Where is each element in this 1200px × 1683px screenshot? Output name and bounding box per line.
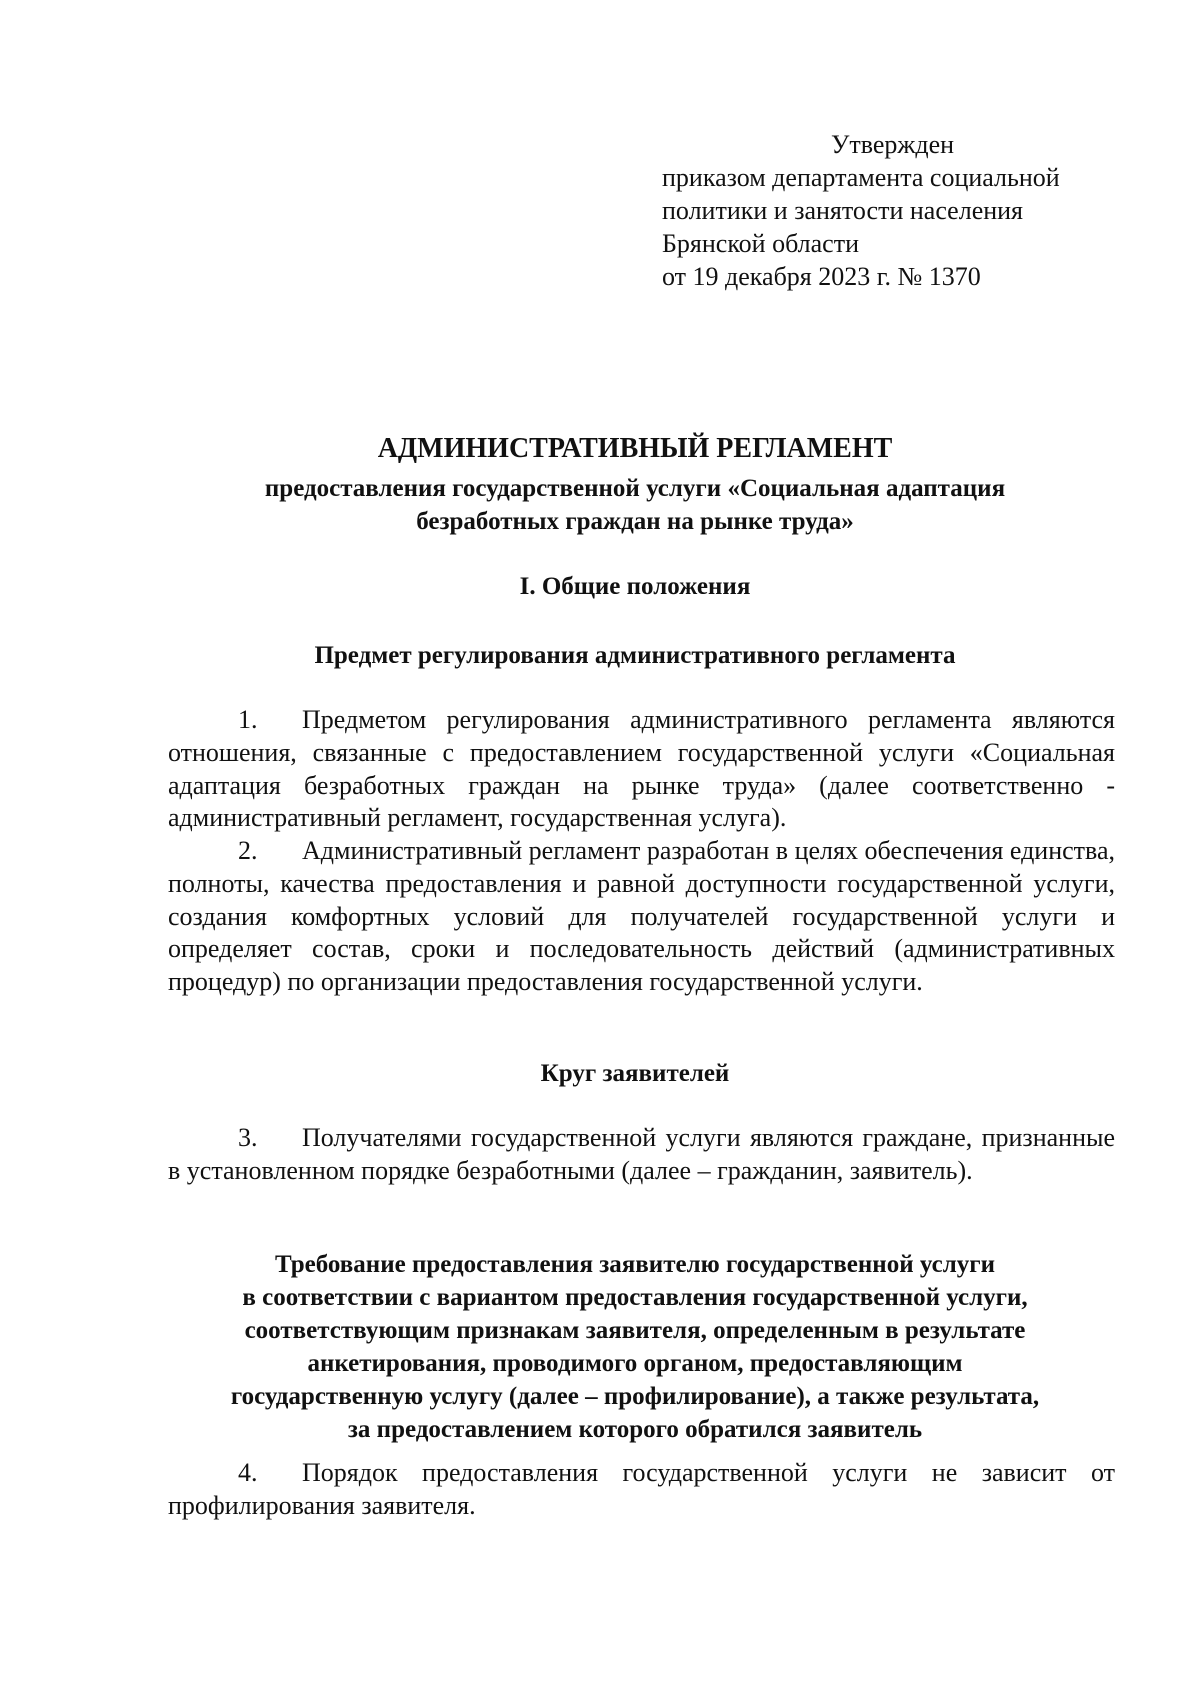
paragraph-3 (168, 1122, 1115, 1188)
paragraph-number: 2. (238, 836, 258, 865)
document-subtitle (160, 472, 1110, 538)
approval-stamp (662, 128, 1122, 293)
approval-line: приказом департамента социальной (662, 163, 1060, 192)
paragraph-number: 4. (238, 1458, 258, 1487)
paragraph-2 (168, 835, 1115, 999)
paragraph-text: Получателями государственной услуги являются граждане, признанные в установленном порядке безработными (далее – гражданин, заявитель). (168, 1123, 1115, 1185)
heading-line: Требование предоставления заявителю государственной услуги (275, 1251, 995, 1278)
paragraph-number: 1. (238, 705, 258, 734)
approval-date-line: от 19 декабря 2023 г. № 1370 (662, 262, 981, 291)
paragraph-text: Предметом регулирования административного регламента являются отношения, связанные с предоставлением государственной услуги «Социальная адаптация безработных граждан на рынке труда» (далее соответственно - административный регламент, государственная услуга). (168, 705, 1115, 833)
approval-line: Брянской области (662, 229, 859, 258)
heading-line: соответствующим признакам заявителя, определенным в результате (244, 1317, 1026, 1344)
approval-line: Утвержден (831, 130, 955, 159)
subtitle-line: предоставления государственной услуги «Социальная адаптация (264, 475, 1006, 502)
heading-line: анкетирования, проводимого органом, предоставляющим (307, 1350, 963, 1377)
paragraph-4 (168, 1457, 1115, 1523)
heading-line: государственную услугу (далее – профилирование), а также результата, (230, 1383, 1040, 1410)
paragraph-text: Порядок предоставления государственной услуги не зависит от профилирования заявителя. (168, 1458, 1115, 1520)
document-title: АДМИНИСТРАТИВНЫЙ РЕГЛАМЕНТ (377, 433, 893, 464)
paragraph-1 (168, 704, 1115, 835)
heading-regulation-subject: Предмет регулирования административного регламента (314, 642, 956, 669)
subtitle-line: безработных граждан на рынке труда» (416, 508, 854, 535)
heading-line: в соответствии с вариантом предоставления государственной услуги, (242, 1284, 1028, 1311)
paragraph-number: 3. (238, 1123, 258, 1152)
heading-applicants: Круг заявителей (540, 1060, 730, 1087)
heading-requirement (160, 1248, 1110, 1446)
section-heading-general: I. Общие положения (519, 573, 751, 600)
heading-line: за предоставлением которого обратился заявитель (347, 1416, 923, 1443)
paragraph-text: Административный регламент разработан в целях обеспечения единства, полноты, качества предоставления и равной доступности государственной услуги, создания комфортных условий для получателей государственной услуги и определяет состав, сроки и последовательность действий (административных процедур) по организации предоставления государственной услуги. (168, 836, 1115, 997)
approval-line: политики и занятости населения (662, 196, 1024, 225)
